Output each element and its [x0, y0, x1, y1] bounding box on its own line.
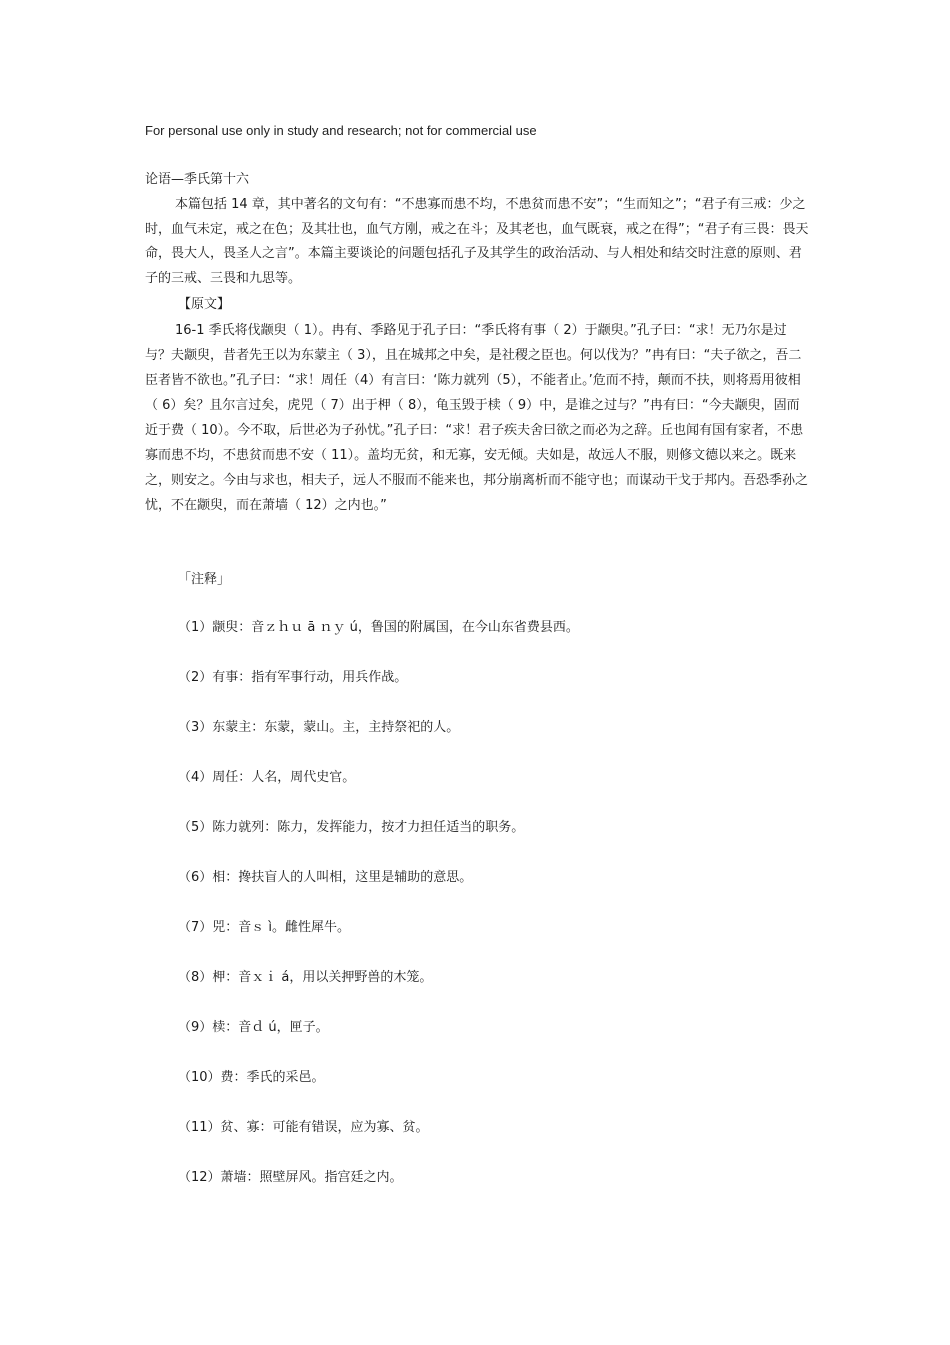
note-item: （4）周任：人名，周代史官。 [178, 770, 356, 785]
notes-list [178, 618, 579, 1218]
note-item: （9）椟：音ｄ ú，匣子。 [178, 1020, 329, 1035]
intro-section [145, 193, 810, 291]
intro-paragraph: 本篇包括 14 章，其中著名的文句有：“不患寡而患不均，不患贫而患不安”；“生而知之”；“君子有三戒：少之时，血气未定，戒之在色；及其壮也，血气方刚，戒之在斗；及其老也，血气既衰，戒之在得”；“君子有三畏：畏天命，畏大人，畏圣人之言”。本篇主要谈论的问题包括孔子及其学生的政治活动、与人相处和结交时注意的原则、君子的三戒、三畏和九思等。 [145, 197, 809, 286]
note-item: （12）萧墙：照壁屏风。指宫廷之内。 [178, 1170, 403, 1185]
note-item: （7）兕：音ｓ ì。雌性犀牛。 [178, 920, 351, 935]
note-item: （1）颛臾：音ｚｈｕ ā ｎｙ ú，鲁国的附属国，在今山东省费县西。 [178, 620, 579, 635]
original-paragraph: 16-1 季氏将伐颛臾（ 1）。冉有、季路见于孔子曰：“季氏将有事（ 2）于颛臾。”孔子曰：“求！无乃尔是过与？夫颛臾，昔者先王以为东蒙主（ 3），且在城邦之中矣，是社稷之臣也。何以伐为？”冉有曰：“夫子欲之，吾二臣者皆不欲也。”孔子曰：“求！周任（4）有言曰：‘陈力就列（5），不能者止。’危而不持，颠而不扶，则将焉用彼相（ 6）矣？且尔言过矣，虎兕（ 7）出于柙（ 8），龟玉毁于椟（ 9）中，是谁之过与？”冉有曰：“今夫颛臾，固而近于费（ 10）。今不取，后世必为子孙忧。”孔子曰：“求！君子疾夫舍曰欲之而必为之辞。丘也闻有国有家者，不患寡而患不均，不患贫而患不安（ 11）。盖均无贫，和无寡，安无倾。夫如是，故远人不服，则修文德以来之。既来之，则安之。今由与求也，相夫子，远人不服而不能来也，邦分崩离析而不能守也；而谋动干戈于邦内。吾恐季孙之忧，不在颛臾，而在萧墙（ 12）之内也。” [145, 323, 809, 513]
notes-heading: 「注释」 [178, 572, 231, 587]
note-item: （2）有事：指有军事行动，用兵作战。 [178, 670, 408, 685]
disclaimer-text: For personal use only in study and research; not for commercial use [145, 123, 537, 138]
note-item: （6）相：搀扶盲人的人叫相，这里是辅助的意思。 [178, 870, 473, 885]
note-item: （5）陈力就列：陈力，发挥能力，按才力担任适当的职务。 [178, 820, 525, 835]
note-item: （3）东蒙主：东蒙，蒙山。主，主持祭祀的人。 [178, 720, 460, 735]
note-item: （10）费：季氏的采邑。 [178, 1070, 325, 1085]
original-heading: 【原文】 [178, 297, 231, 312]
document-title: 论语—季氏第十六 [145, 172, 250, 187]
original-section [145, 318, 810, 518]
note-item: （11）贫、寡：可能有错误，应为寡、贫。 [178, 1120, 429, 1135]
note-item: （8）柙：音ｘｉ á，用以关押野兽的木笼。 [178, 970, 433, 985]
